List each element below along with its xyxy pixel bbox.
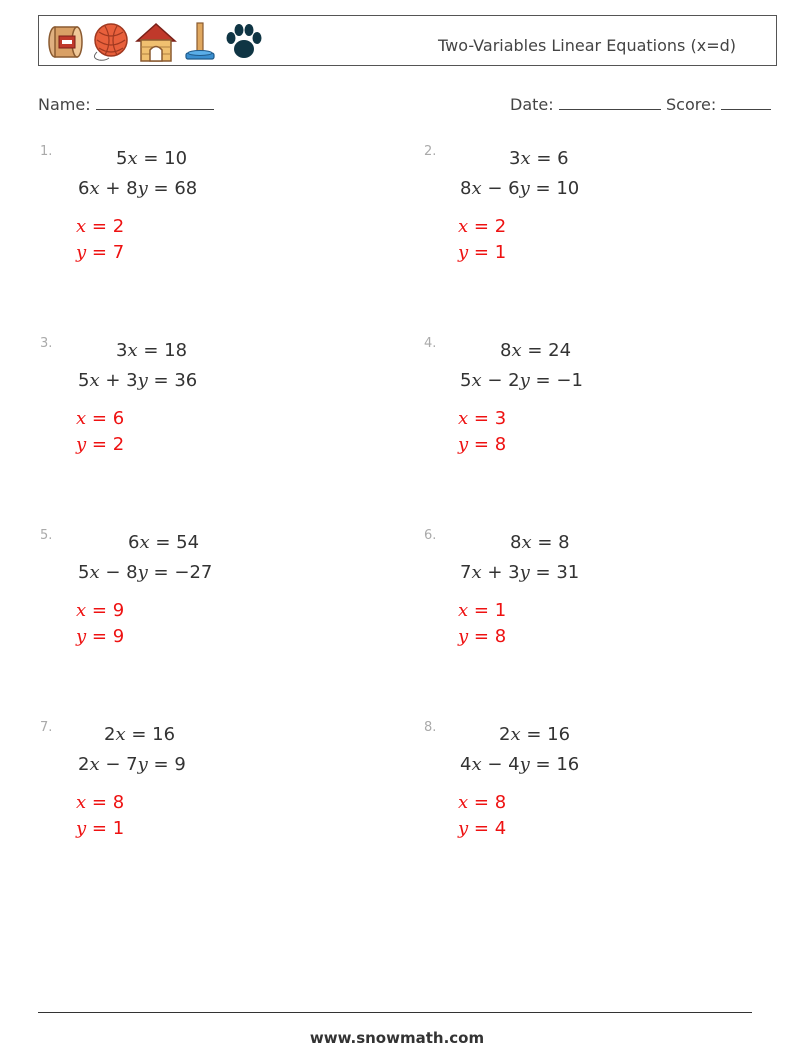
equation-2: 5x − 2y = −1 — [460, 370, 583, 391]
equation-1: 6x = 54 — [128, 532, 200, 553]
dog-house-icon — [135, 21, 177, 63]
equation-2: 4x − 4y = 16 — [460, 754, 580, 775]
equation-1: 2x = 16 — [104, 724, 176, 745]
problem-number: 8. — [424, 720, 437, 735]
score-line[interactable] — [721, 93, 771, 110]
footer-divider — [38, 1012, 752, 1013]
problem-number: 2. — [424, 144, 437, 159]
answer-y: y = 4 — [458, 818, 507, 839]
problem — [424, 528, 764, 688]
answer-y: y = 1 — [76, 818, 125, 839]
problem-number: 4. — [424, 336, 437, 351]
answer-x: x = 8 — [76, 792, 125, 813]
worksheet-title: Two-Variables Linear Equations (x=d) — [438, 36, 736, 55]
equation-1: 5x = 10 — [116, 148, 188, 169]
problem — [424, 144, 764, 304]
date-line[interactable] — [559, 93, 661, 110]
date-label: Date: — [510, 95, 554, 114]
paw-print-icon — [223, 23, 265, 61]
problem-number: 3. — [40, 336, 53, 351]
equation-1: 8x = 24 — [500, 340, 572, 361]
answer-x: x = 2 — [76, 216, 125, 237]
equation-2: 8x − 6y = 10 — [460, 178, 580, 199]
name-field — [38, 93, 214, 114]
name-line[interactable] — [96, 93, 214, 110]
answer-y: y = 9 — [76, 626, 125, 647]
answer-x: x = 8 — [458, 792, 507, 813]
problem-number: 1. — [40, 144, 53, 159]
equation-1: 2x = 16 — [499, 724, 571, 745]
problem — [40, 720, 380, 880]
equation-1: 3x = 6 — [509, 148, 569, 169]
answer-x: x = 9 — [76, 600, 125, 621]
date-field — [510, 93, 661, 114]
equation-1: 8x = 8 — [510, 532, 570, 553]
answer-x: x = 3 — [458, 408, 507, 429]
problem — [40, 336, 380, 496]
equation-2: 2x − 7y = 9 — [78, 754, 186, 775]
problem-number: 7. — [40, 720, 53, 735]
equation-2: 5x + 3y = 36 — [78, 370, 198, 391]
answer-x: x = 2 — [458, 216, 507, 237]
answer-y: y = 2 — [76, 434, 125, 455]
problem-number: 5. — [40, 528, 53, 543]
equation-2: 7x + 3y = 31 — [460, 562, 580, 583]
score-field — [666, 93, 771, 114]
answer-y: y = 8 — [458, 626, 507, 647]
problem — [424, 336, 764, 496]
answer-y: y = 8 — [458, 434, 507, 455]
yarn-ball-icon — [89, 22, 129, 62]
equation-2: 5x − 8y = −27 — [78, 562, 213, 583]
equation-1: 3x = 18 — [116, 340, 188, 361]
problem — [40, 528, 380, 688]
answer-y: y = 1 — [458, 242, 507, 263]
problem-number: 6. — [424, 528, 437, 543]
drum-icon — [47, 23, 83, 61]
answer-x: x = 1 — [458, 600, 507, 621]
name-label: Name: — [38, 95, 91, 114]
equation-2: 6x + 8y = 68 — [78, 178, 198, 199]
problem — [424, 720, 764, 880]
score-label: Score: — [666, 95, 717, 114]
worksheet-header — [38, 15, 777, 66]
scratching-post-icon — [183, 21, 217, 63]
answer-y: y = 7 — [76, 242, 125, 263]
footer-url[interactable]: www.snowmath.com — [309, 1029, 485, 1047]
answer-x: x = 6 — [76, 408, 125, 429]
problem — [40, 144, 380, 304]
header-icons — [47, 20, 265, 64]
